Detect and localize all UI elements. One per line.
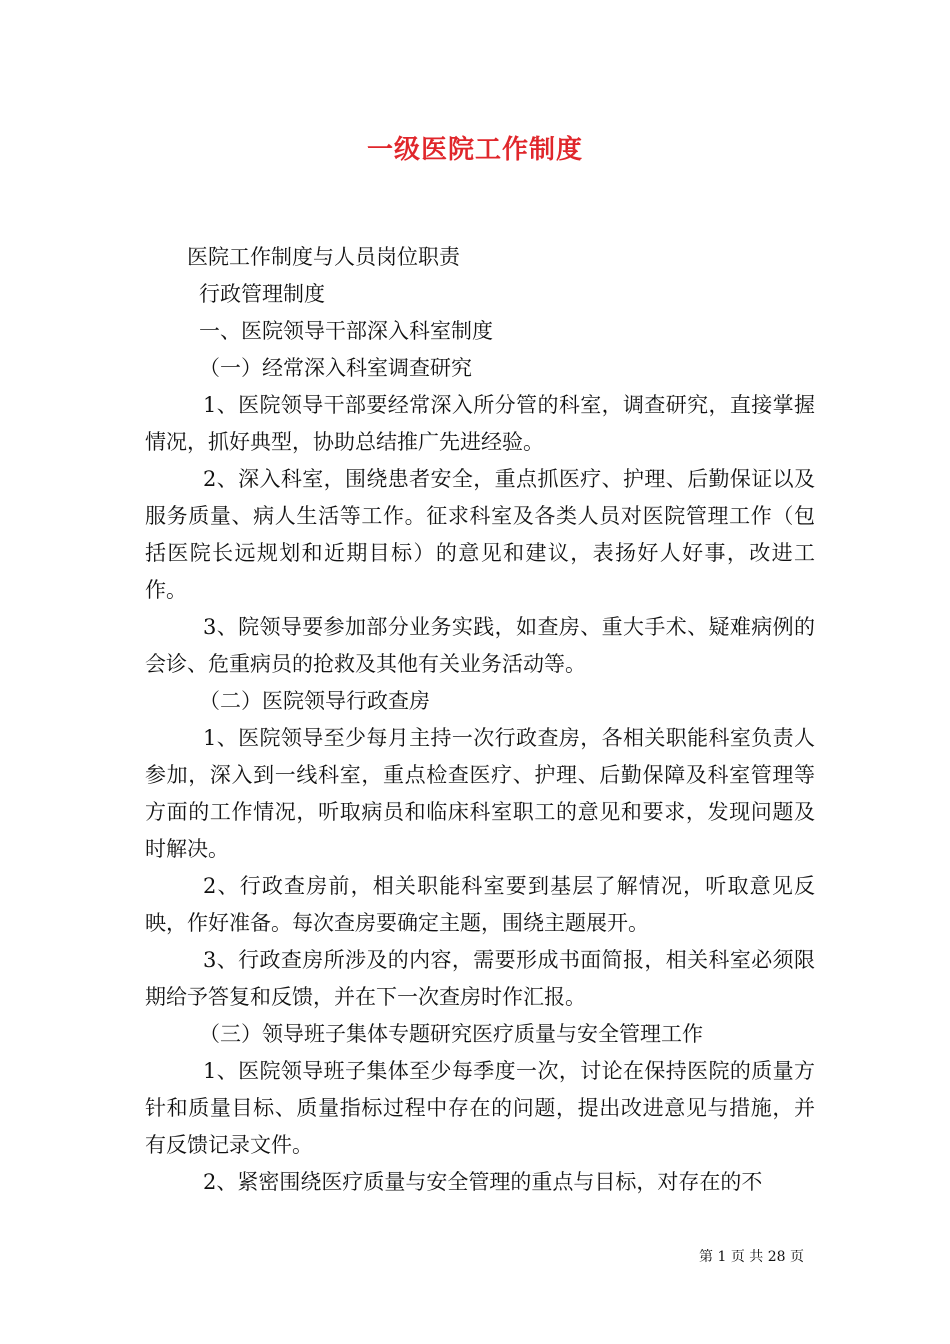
paragraph-6: 3、行政查房所涉及的内容，需要形成书面简报，相关科室必须限期给予答复和反馈，并在下一次查房时作汇报。 [145,948,815,1009]
page-number: 第 1 页 共 28 页 [699,1249,804,1265]
paragraph-4: 1、医院领导至少每月主持一次行政查房，各相关职能科室负责人参加，深入到一线科室，重点检查医疗、护理、后勤保障及科室管理等方面的工作情况，听取病员和临床科室职工的意见和要求，发现问题及时解决。 [145,726,815,861]
heading-main: 医院工作制度与人员岗位职责 [187,245,460,269]
paragraph-5: 2、行政查房前，相关职能科室要到基层了解情况，听取意见反映，作好准备。每次查房要确定主题，围绕主题展开。 [145,874,815,935]
document-title: 一级医院工作制度 [366,135,583,165]
subsection-heading-2: （二）医院领导行政查房 [199,689,430,713]
paragraph-7: 1、医院领导班子集体至少每季度一次，讨论在保持医院的质量方针和质量目标、质量指标过程中存在的问题，提出改进意见与措施，并有反馈记录文件。 [145,1059,815,1157]
heading-admin: 行政管理制度 [199,282,325,306]
subsection-heading-3: （三）领导班子集体专题研究医疗质量与安全管理工作 [199,1022,703,1046]
subsection-heading-1: （一）经常深入科室调查研究 [199,356,472,380]
document-body [145,239,815,1201]
section-heading-1: 一、医院领导干部深入科室制度 [199,319,493,343]
paragraph-2: 2、深入科室，围绕患者安全，重点抓医疗、护理、后勤保证以及服务质量、病人生活等工作。征求科室及各类人员对医院管理工作（包括医院长远规划和近期目标）的意见和建议，表扬好人好事，改进工作。 [145,467,815,602]
paragraph-8: 2、紧密围绕医疗质量与安全管理的重点与目标，对存在的不 [203,1170,763,1194]
paragraph-1: 1、医院领导干部要经常深入所分管的科室，调查研究，直接掌握情况，抓好典型，协助总结推广先进经验。 [145,393,815,454]
paragraph-3: 3、院领导要参加部分业务实践，如查房、重大手术、疑难病例的会诊、危重病员的抢救及其他有关业务活动等。 [145,615,815,676]
